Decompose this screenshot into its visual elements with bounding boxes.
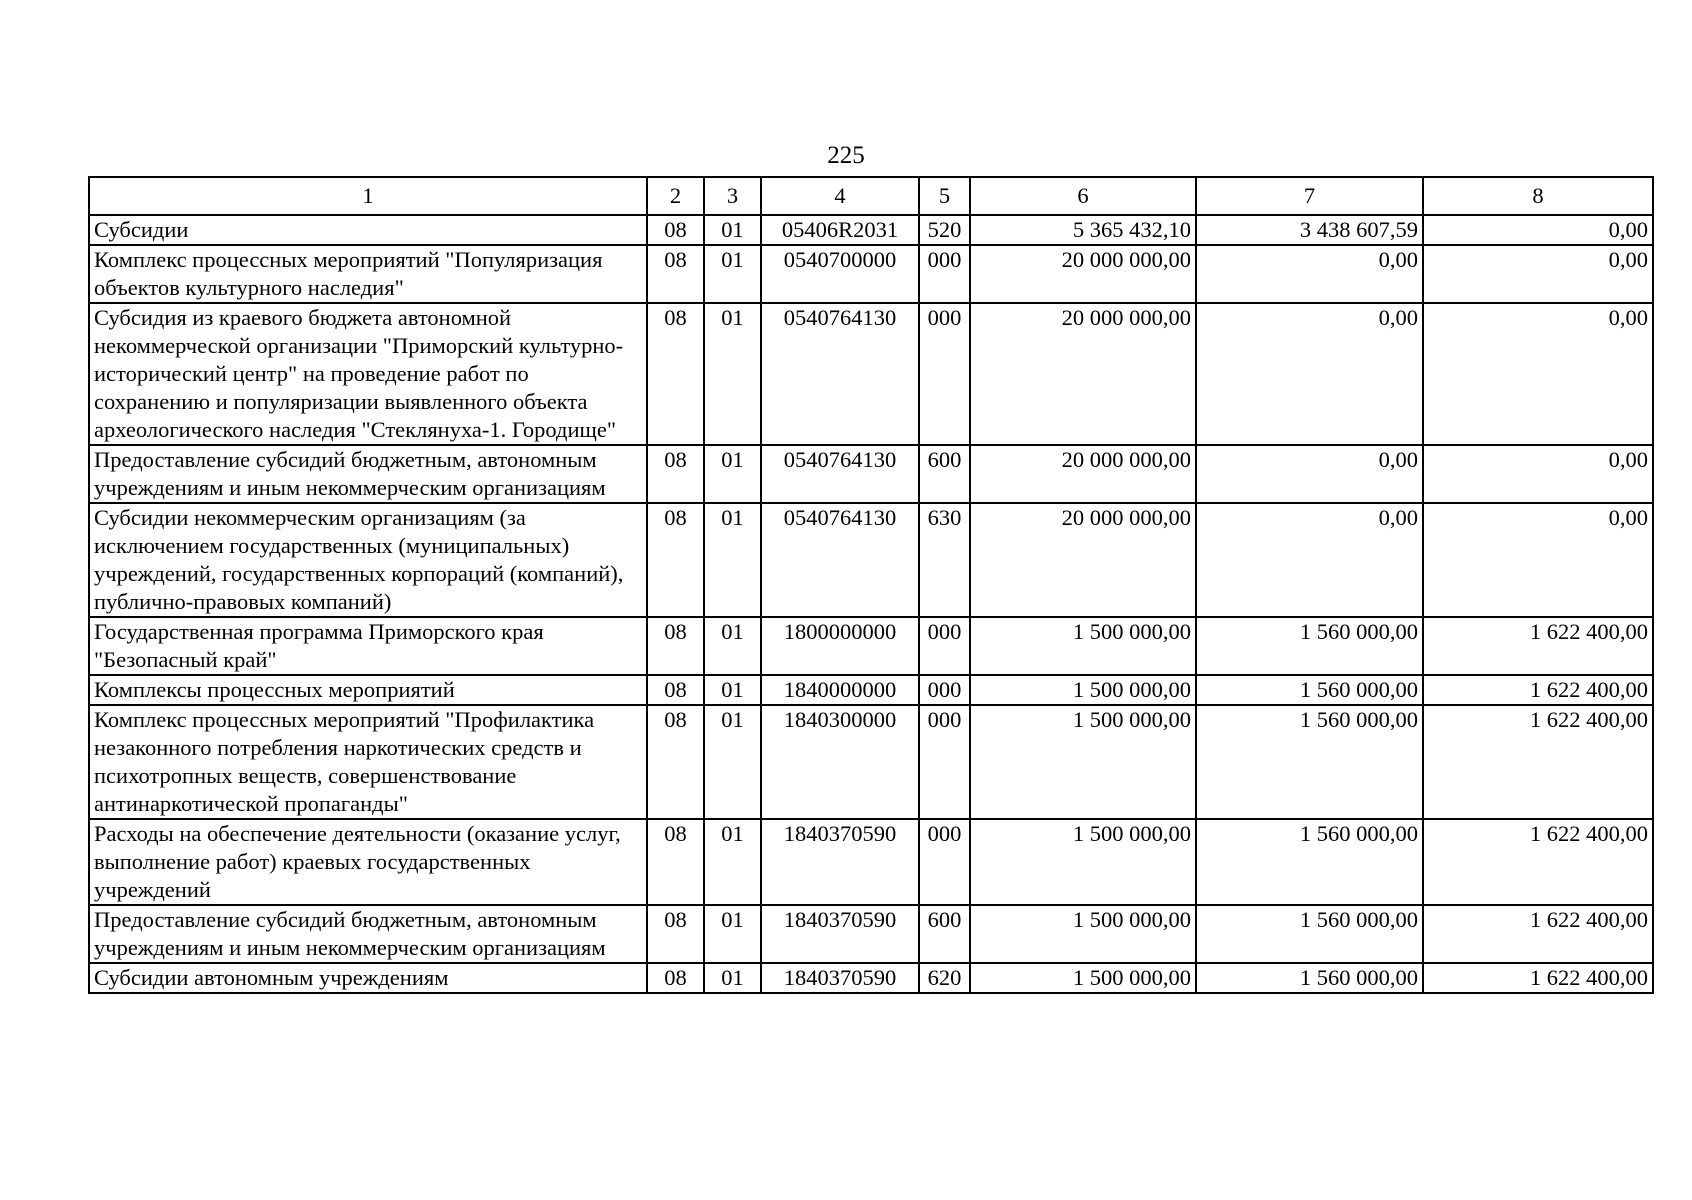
expense-type-code: 520 [919,215,970,245]
table-row [89,963,1653,993]
target-article-code: 0540764130 [761,303,919,445]
section-code: 08 [647,705,704,819]
amount-col-6: 1 500 000,00 [970,675,1196,705]
amount-col-6: 1 500 000,00 [970,705,1196,819]
subsection-code: 01 [704,705,761,819]
section-code: 08 [647,303,704,445]
section-code: 08 [647,445,704,503]
amount-col-8: 0,00 [1423,445,1653,503]
row-name: Субсидии некоммерческим организациям (за исключением государственных (муниципальных) учреждений, государственных корпораций (компаний), публично-правовых компаний) [89,503,647,617]
section-code: 08 [647,503,704,617]
column-header: 5 [919,177,970,215]
expense-type-code: 630 [919,503,970,617]
section-code: 08 [647,963,704,993]
expense-type-code: 620 [919,963,970,993]
expense-type-code: 000 [919,245,970,303]
table-row [89,617,1653,675]
table-row [89,245,1653,303]
row-name: Субсидия из краевого бюджета автономной некоммерческой организации "Приморский культурно-исторический центр" на проведение работ по сохранению и популяризации выявленного объекта археологического наследия "Стеклянуха-1. Городище" [89,303,647,445]
amount-col-7: 1 560 000,00 [1196,963,1423,993]
amount-col-7: 0,00 [1196,445,1423,503]
amount-col-7: 0,00 [1196,245,1423,303]
expense-type-code: 000 [919,675,970,705]
table-body [89,215,1653,993]
column-header: 1 [89,177,647,215]
row-name: Предоставление субсидий бюджетным, автономным учреждениям и иным некоммерческим организациям [89,445,647,503]
amount-col-6: 5 365 432,10 [970,215,1196,245]
target-article-code: 05406R2031 [761,215,919,245]
target-article-code: 0540700000 [761,245,919,303]
expense-type-code: 600 [919,445,970,503]
amount-col-7: 0,00 [1196,303,1423,445]
target-article-code: 1840300000 [761,705,919,819]
amount-col-6: 1 500 000,00 [970,963,1196,993]
amount-col-8: 1 622 400,00 [1423,705,1653,819]
amount-col-8: 1 622 400,00 [1423,675,1653,705]
target-article-code: 0540764130 [761,503,919,617]
amount-col-8: 1 622 400,00 [1423,905,1653,963]
column-header: 4 [761,177,919,215]
subsection-code: 01 [704,303,761,445]
target-article-code: 1840370590 [761,905,919,963]
amount-col-6: 20 000 000,00 [970,245,1196,303]
subsection-code: 01 [704,503,761,617]
subsection-code: 01 [704,905,761,963]
row-name: Субсидии автономным учреждениям [89,963,647,993]
row-name: Государственная программа Приморского края "Безопасный край" [89,617,647,675]
target-article-code: 1800000000 [761,617,919,675]
amount-col-8: 0,00 [1423,215,1653,245]
budget-table [88,176,1654,994]
amount-col-7: 1 560 000,00 [1196,705,1423,819]
table-row [89,675,1653,705]
subsection-code: 01 [704,245,761,303]
page-number: 225 [827,142,865,169]
table-row [89,503,1653,617]
amount-col-7: 1 560 000,00 [1196,819,1423,905]
column-header: 6 [970,177,1196,215]
column-header: 8 [1423,177,1653,215]
amount-col-7: 1 560 000,00 [1196,905,1423,963]
row-name: Комплекс процессных мероприятий "Популяризация объектов культурного наследия" [89,245,647,303]
row-name: Комплексы процессных мероприятий [89,675,647,705]
table-row [89,215,1653,245]
section-code: 08 [647,819,704,905]
expense-type-code: 600 [919,905,970,963]
amount-col-6: 20 000 000,00 [970,503,1196,617]
target-article-code: 1840370590 [761,819,919,905]
section-code: 08 [647,675,704,705]
target-article-code: 1840370590 [761,963,919,993]
subsection-code: 01 [704,675,761,705]
column-header: 7 [1196,177,1423,215]
amount-col-8: 1 622 400,00 [1423,617,1653,675]
expense-type-code: 000 [919,819,970,905]
column-header: 3 [704,177,761,215]
section-code: 08 [647,617,704,675]
row-name: Предоставление субсидий бюджетным, автономным учреждениям и иным некоммерческим организациям [89,905,647,963]
target-article-code: 0540764130 [761,445,919,503]
amount-col-8: 0,00 [1423,303,1653,445]
amount-col-8: 0,00 [1423,245,1653,303]
subsection-code: 01 [704,819,761,905]
section-code: 08 [647,245,704,303]
subsection-code: 01 [704,215,761,245]
row-name: Расходы на обеспечение деятельности (оказание услуг, выполнение работ) краевых государственных учреждений [89,819,647,905]
table-row [89,819,1653,905]
table-row [89,705,1653,819]
expense-type-code: 000 [919,303,970,445]
amount-col-8: 1 622 400,00 [1423,819,1653,905]
subsection-code: 01 [704,963,761,993]
section-code: 08 [647,905,704,963]
subsection-code: 01 [704,617,761,675]
table-row [89,445,1653,503]
table-row [89,905,1653,963]
expense-type-code: 000 [919,705,970,819]
amount-col-7: 0,00 [1196,503,1423,617]
amount-col-6: 20 000 000,00 [970,445,1196,503]
amount-col-8: 0,00 [1423,503,1653,617]
row-name: Субсидии [89,215,647,245]
amount-col-7: 1 560 000,00 [1196,617,1423,675]
amount-col-6: 1 500 000,00 [970,819,1196,905]
subsection-code: 01 [704,445,761,503]
table-row [89,303,1653,445]
amount-col-6: 1 500 000,00 [970,905,1196,963]
column-header: 2 [647,177,704,215]
row-name: Комплекс процессных мероприятий "Профилактика незаконного потребления наркотических средств и психотропных веществ, совершенствование антинаркотической пропаганды" [89,705,647,819]
amount-col-6: 20 000 000,00 [970,303,1196,445]
amount-col-8: 1 622 400,00 [1423,963,1653,993]
header-row [89,177,1653,215]
amount-col-7: 1 560 000,00 [1196,675,1423,705]
expense-type-code: 000 [919,617,970,675]
section-code: 08 [647,215,704,245]
target-article-code: 1840000000 [761,675,919,705]
amount-col-7: 3 438 607,59 [1196,215,1423,245]
amount-col-6: 1 500 000,00 [970,617,1196,675]
